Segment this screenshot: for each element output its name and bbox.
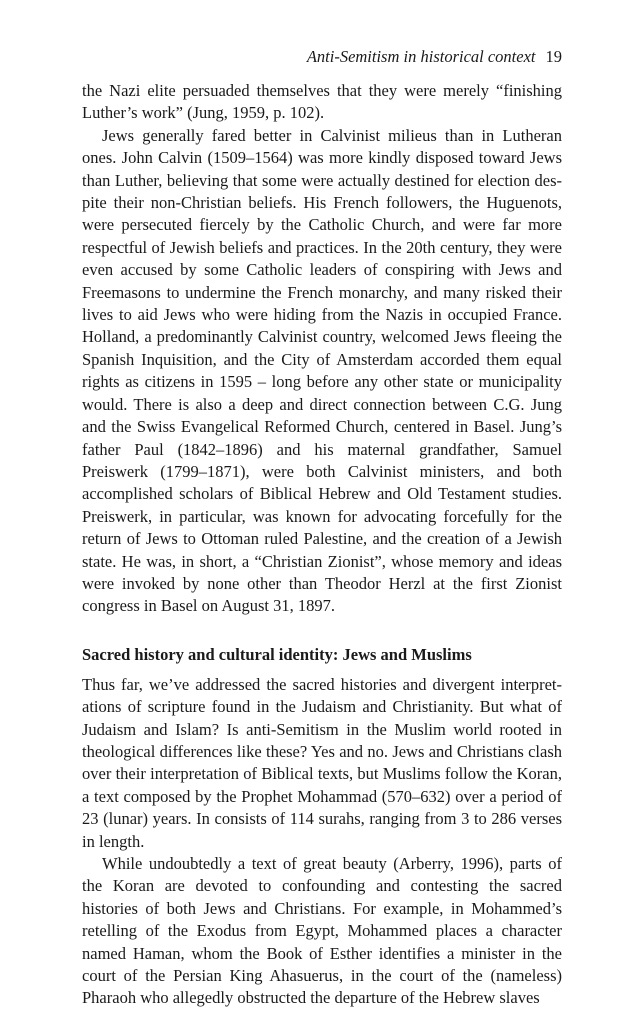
section-heading: Sacred history and cultural identity: Jews and Muslims	[82, 644, 472, 664]
running-head	[82, 46, 562, 68]
page-number: 19	[545, 47, 562, 66]
paragraph: Jews generally fared better in Calvinist milieus than in Lutheran ones. John Calvin (1509–1564) was more kindly disposed toward Jews than Luther, believing that some were actually destined for election despite their non-Christian beliefs. His French followers, the Huguenots, were persecuted fiercely by the Catholic Church, and were far more respectful of Jewish beliefs and practices. In the 20th century, they were even accused by some Catholic leaders of conspiring with Jews and Freemasons to undermine the French monarchy, and many risked their lives to aid Jews who were hiding from the Nazis in occupied France. Holland, a predominantly Calvinist country, welcomed Jews fleeing the Spanish Inquisition, and the City of Amsterdam accorded them equal rights as citizens in 1595 – long before any other state or municipality would. There is also a deep and direct connection between C.G. Jung and the Swiss Evangelical Reformed Church, centered in Basel. Jung’s father Paul (1842–1896) and his maternal grandfather, Samuel Preiswerk (1799–1871), were both Calvinist ministers, and both accomplished scholars of Biblical Hebrew and Old Testament studies. Preiswerk, in particular, was known for advocating forcefully for the return of Jews to Ottoman ruled Palestine, and the creation of a Jewish state. He was, in short, a “Christian Zionist”, whose memory and ideas were invoked by none other than Theodor Herzl at the first Zionist congress in Basel on August 31, 1897.	[82, 125, 562, 616]
running-head-title: Anti-Semitism in historical context	[306, 47, 536, 66]
paragraph: Thus far, we’ve addressed the sacred histories and divergent interpretations of scripture found in the Judaism and Christianity. But what of Judaism and Islam? Is anti-Semitism in the Muslim world rooted in theological differences like these? Yes and no. Jews and Christians clash over their interpretation of Biblical texts, but Muslims follow the Koran, a text composed by the Prophet Mohammad (570–632) over a period of 23 (lunar) years. In consists of 114 surahs, ranging from 3 to 286 verses in length.	[82, 674, 562, 851]
book-page	[82, 46, 562, 1010]
paragraph: While undoubtedly a text of great beauty (Arberry, 1996), parts of the Koran are devoted to confounding and contesting the sacred histories of both Jews and Christians. For example, in Mohammed’s retelling of the Exodus from Egypt, Mohammed places a character named Haman, whom the Book of Esther identifies a minister in the court of the Persian King Ahasuerus, in the court of the (nameless) Pharaoh who allegedly obstructed the departure of the Hebrew slaves	[82, 854, 562, 1008]
paragraph: the Nazi elite persuaded themselves that they were merely “finishing Luther’s work” (Jung, 1959, p. 102).	[82, 81, 562, 123]
